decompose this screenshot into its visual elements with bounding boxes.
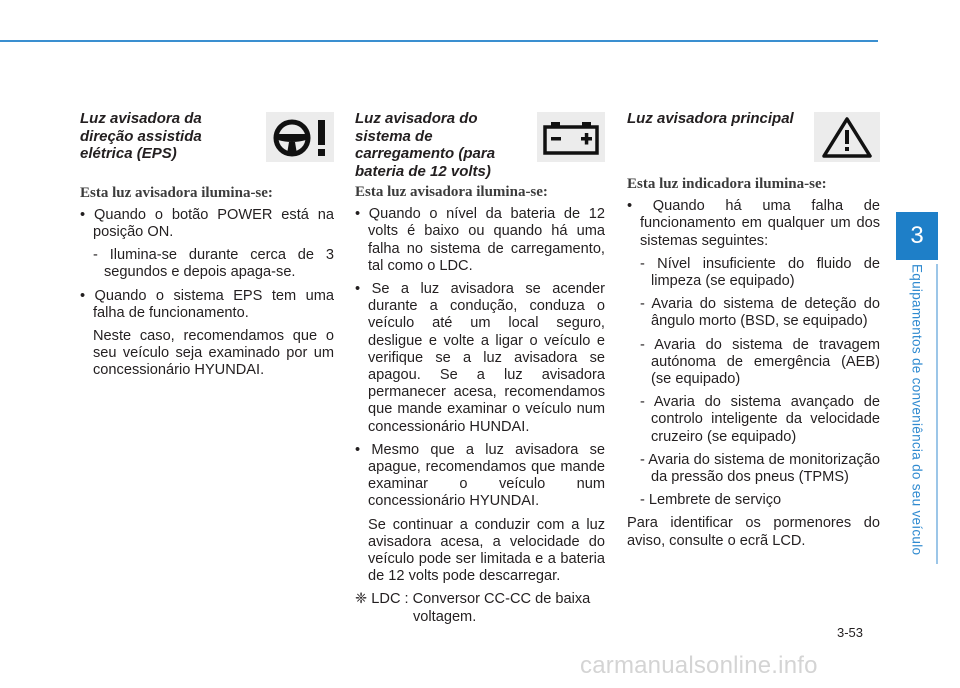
- eps-title: Luz avisadora da direção assistida elétrica (EPS): [80, 110, 202, 162]
- charging-subheading: Esta luz avisadora ilumina-se:: [355, 184, 548, 200]
- chapter-title: Equipamentos de conveniência do seu veículo: [909, 264, 925, 556]
- watermark: carmanualsonline.info: [580, 652, 818, 679]
- master-dash-2: - Avaria do sistema de deteção do ângulo morto (BSD, se equipado): [640, 296, 880, 330]
- master-dash-6: - Lembrete de serviço: [640, 492, 782, 509]
- ldc-note: ❈ LDC : Conversor CC-CC de baixa: [355, 591, 591, 608]
- eps-bullet-2-para: Neste caso, recomendamos que o seu veículo seja examinado por um concessionário HYUNDAI.: [93, 327, 334, 379]
- master-warning-title: Luz avisadora principal: [627, 110, 794, 127]
- master-warning-triangle-icon: [814, 112, 880, 162]
- ldc-note-cont: voltagem.: [413, 608, 477, 625]
- eps-bullet-1: • Quando o botão POWER está na posição ON.: [80, 206, 334, 240]
- master-warning-subheading: Esta luz indicadora ilumina-se:: [627, 176, 827, 192]
- charging-bullet-3-para: Se continuar a conduzir com a luz avisadora acesa, a velocidade do veículo pode ser limitada e a bateria de 12 volts pode descarregar.: [368, 516, 605, 585]
- master-bullet-1: • Quando há uma falha de funcionamento em qualquer um dos sistemas seguintes:: [627, 198, 880, 249]
- charging-bullet-2: • Se a luz avisadora se acender durante a condução, conduza o veículo até um local seguro, desligue e volte a ligar o veículo e verifique se a luz avisadora se apagou. Se a luz avisadora permanecer acesa, recomendamos que mande examinar o veículo num concessionário HUNDAI.: [355, 281, 605, 435]
- charging-bullet-3: • Mesmo que a luz avisadora se apague, recomendamos que mande examinar o veículo num concessionário HYUNDAI.: [355, 441, 605, 510]
- master-dash-3: - Avaria do sistema de travagem autónoma de emergência (AEB) (se equipado): [640, 336, 880, 388]
- header-rule: [0, 40, 878, 42]
- charging-section: [355, 110, 605, 626]
- charging-bullet-1: • Quando o nível da bateria de 12 volts é baixo ou quando há uma falha no sistema de carregamento, tal como o LDC.: [355, 206, 605, 274]
- eps-subheading: Esta luz avisadora ilumina-se:: [80, 184, 273, 201]
- eps-dash-1: - Ilumina-se durante cerca de 3 segundos e depois apaga-se.: [93, 247, 334, 281]
- battery-icon: [537, 112, 605, 162]
- chapter-number: 3: [910, 222, 924, 249]
- master-para: Para identificar os pormenores do aviso, consulte o ecrã LCD.: [627, 515, 880, 549]
- chapter-tab: [896, 212, 938, 260]
- side-rule: [936, 264, 938, 564]
- eps-steering-wheel-warning-icon: [266, 112, 334, 162]
- master-warning-section: [627, 110, 880, 556]
- master-dash-1: - Nível insuficiente do fluido de limpeza (se equipado): [640, 255, 880, 290]
- master-dash-4: - Avaria do sistema avançado de controlo inteligente da velocidade cruzeiro (se equipado): [640, 394, 880, 445]
- charging-title: Luz avisadora do sistema de carregamento (para bateria de 12 volts): [355, 110, 496, 180]
- eps-bullet-2: • Quando o sistema EPS tem uma falha de funcionamento.: [80, 287, 334, 321]
- master-dash-5: - Avaria do sistema de monitorização da pressão dos pneus (TPMS): [640, 451, 880, 486]
- page-number: 3-53: [837, 625, 864, 640]
- eps-section: [80, 110, 334, 386]
- chapter-side-label: [902, 264, 932, 564]
